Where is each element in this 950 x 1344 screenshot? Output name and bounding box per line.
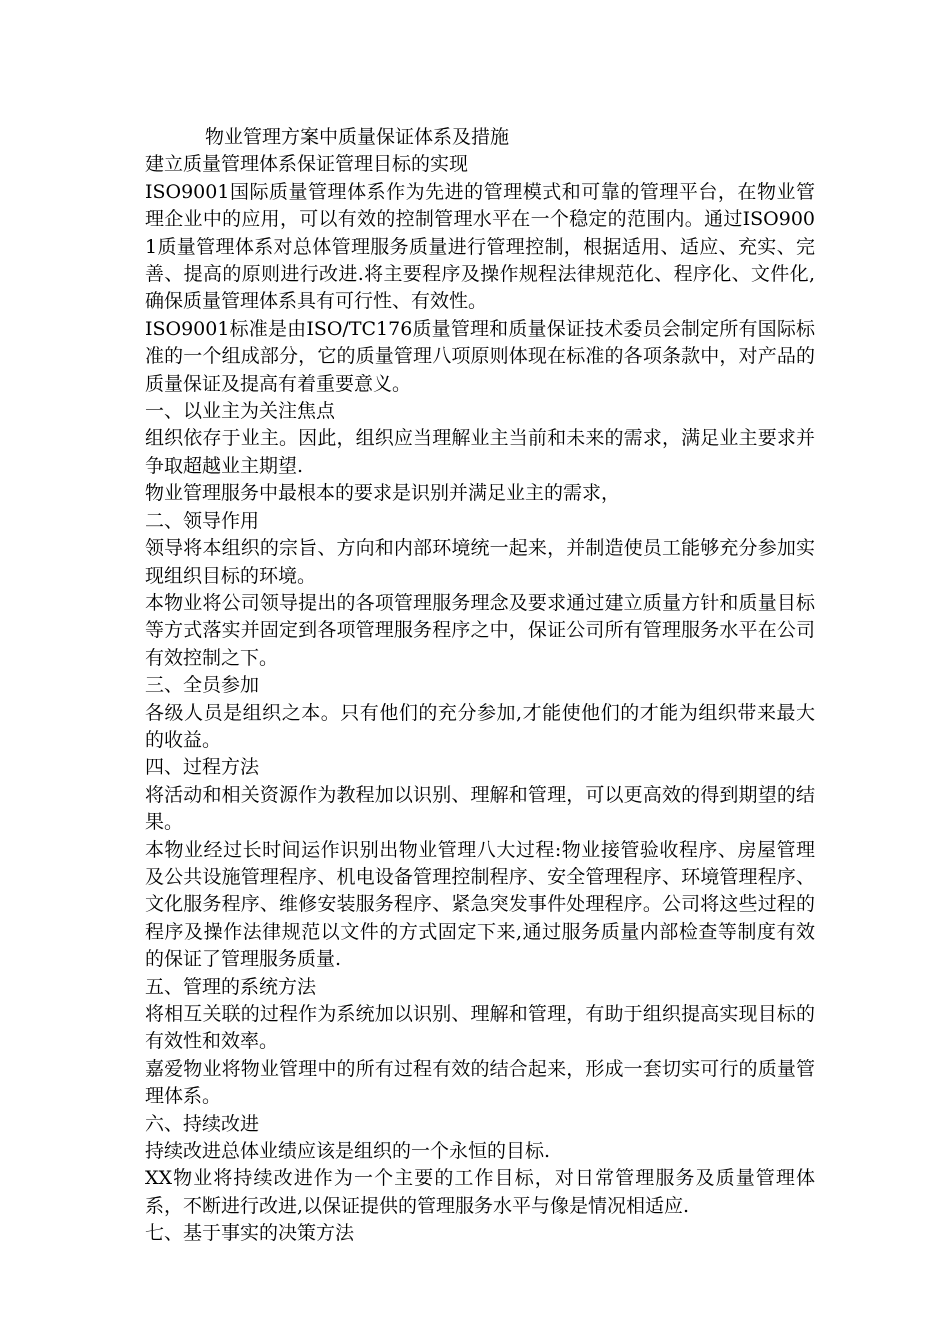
section-heading: 七、基于事实的决策方法 <box>145 1222 355 1245</box>
section-heading: 六、持续改进 <box>145 1112 260 1135</box>
body-paragraph: XX物业将持续改进作为一个主要的工作目标，对日常管理服务及质量管理体系，不断进行改进,以保证提供的管理服务水平与像是情况相适应. <box>145 1167 815 1217</box>
body-paragraph: 物业管理服务中最根本的要求是识别并满足业主的需求， <box>145 482 621 505</box>
body-paragraph: 将活动和相关资源作为教程加以识别、理解和管理，可以更高效的得到期望的结果。 <box>145 783 815 834</box>
body-paragraph: 将相互关联的过程作为系统加以识别、理解和管理，有助于组织提高实现目标的有效性和效率。 <box>145 1003 815 1053</box>
body-paragraph: 领导将本组织的宗旨、方向和内部环境统一起来，并制造使员工能够充分参加实现组织目标的环境。 <box>145 537 815 587</box>
body-paragraph: ISO9001标准是由ISO/TC176质量管理和质量保证技术委员会制定所有国际标准的一个组成部分，它的质量管理八项原则体现在标准的各项条款中，对产品的质量保证及提高有着重要意义。 <box>145 317 815 395</box>
section-heading: 五、管理的系统方法 <box>145 975 317 998</box>
document-body <box>145 124 815 1248</box>
body-paragraph: 嘉爱物业将物业管理中的所有过程有效的结合起来，形成一套切实可行的质量管理体系。 <box>145 1057 815 1108</box>
section-heading: 建立质量管理体系保证管理目标的实现 <box>145 153 469 176</box>
section-heading: 一、以业主为关注焦点 <box>145 400 336 423</box>
body-paragraph: 各级人员是组织之本。只有他们的充分参加,才能使他们的才能为组织带来最大的收益。 <box>145 701 815 751</box>
body-paragraph: ISO9001国际质量管理体系作为先进的管理模式和可靠的管理平台，在物业管理企业中的应用，可以有效的控制管理水平在一个稳定的范围内。通过ISO9001质量管理体系对总体管理服务质量进行管理控制，根据适用、适应、充实、完善、提高的原则进行改进.将主要程序及操作规程法律规范化、程序化、文件化,确保质量管理体系具有可行性、有效性。 <box>145 180 815 313</box>
body-paragraph: 本物业经过长时间运作识别出物业管理八大过程:物业接管验收程序、房屋管理及公共设施管理程序、机电设备管理控制程序、安全管理程序、环境管理程序、文化服务程序、维修安装服务程序、紧急突发事件处理程序。公司将这些过程的程序及操作法律规范以文件的方式固定下来,通过服务质量内部检查等制度有效的保证了管理服务质量. <box>145 838 815 971</box>
body-paragraph: 组织依存于业主。因此，组织应当理解业主当前和未来的需求，满足业主要求并争取超越业主期望. <box>145 427 815 477</box>
section-heading: 二、领导作用 <box>145 509 260 532</box>
document-title: 物业管理方案中质量保证体系及措施 <box>205 126 510 148</box>
section-heading: 三、全员参加 <box>145 674 260 697</box>
section-heading: 四、过程方法 <box>145 756 260 779</box>
body-paragraph: 本物业将公司领导提出的各项管理服务理念及要求通过建立质量方针和质量目标等方式落实并固定到各项管理服务程序之中，保证公司所有管理服务水平在公司有效控制之下。 <box>145 591 815 669</box>
body-paragraph: 持续改进总体业绩应该是组织的一个永恒的目标. <box>145 1140 551 1163</box>
